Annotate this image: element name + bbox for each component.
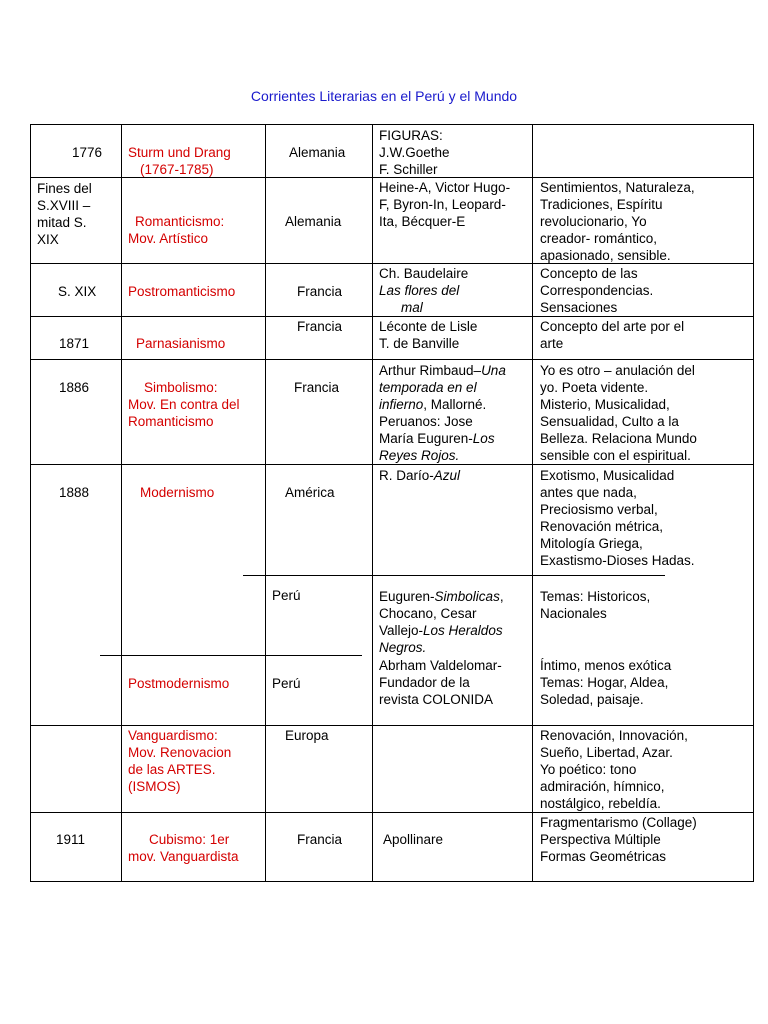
figures-cell: F, Byron-In, Leopard-	[379, 197, 506, 212]
figures-cell: Ch. Baudelaire	[379, 266, 469, 281]
place-cell: Perú	[272, 588, 301, 603]
figures-cell: Peruanos: Jose	[379, 414, 473, 429]
traits-cell: Preciosismo verbal,	[540, 502, 658, 517]
book-title: Los Heraldos	[423, 623, 503, 638]
traits-cell: revolucionario, Yo	[540, 214, 647, 229]
place-cell: Francia	[297, 319, 343, 334]
traits-cell: Sentimientos, Naturaleza,	[540, 180, 695, 195]
place-cell: Alemania	[285, 214, 342, 229]
author-text: , Mallorné.	[423, 397, 487, 412]
row-divider	[30, 359, 754, 360]
traits-cell: Temas: Hogar, Aldea,	[540, 675, 669, 690]
figures-cell	[401, 299, 423, 316]
book-title: Azul	[433, 468, 461, 483]
figures-cell	[379, 467, 460, 484]
book-title: infierno	[379, 397, 424, 412]
traits-cell: Yo poético: tono	[540, 762, 637, 777]
traits-cell: Íntimo, menos exótica	[540, 658, 672, 673]
movement-cell: Romanticismo	[128, 414, 214, 429]
movement-cell: Postmodernismo	[128, 676, 230, 691]
traits-cell: admiración, hímnico,	[540, 779, 665, 794]
movement-cell: Parnasianismo	[136, 336, 226, 351]
figures-cell: J.W.Goethe	[379, 145, 450, 160]
movement-cell: Mov. Renovacion	[128, 745, 232, 760]
figures-cell	[379, 396, 486, 413]
col-divider-3	[372, 124, 373, 882]
author-text: Euguren-	[379, 589, 435, 604]
figures-cell: Chocano, Cesar	[379, 606, 477, 621]
author-text: ,	[499, 589, 504, 604]
book-title: Los	[472, 431, 495, 446]
traits-cell: Mitología Griega,	[540, 536, 643, 551]
book-title: Las flores del	[379, 283, 460, 298]
movement-cell: Sturm und Drang	[128, 145, 231, 160]
figures-cell	[379, 430, 495, 447]
movement-cell: (1767-1785)	[140, 162, 214, 177]
year-cell: 1888	[59, 485, 90, 500]
figures-cell: Heine-A, Victor Hugo-	[379, 180, 511, 195]
row-divider-partial	[243, 575, 665, 576]
traits-cell: Sensaciones	[540, 300, 618, 315]
book-title: Una	[481, 363, 506, 378]
book-title: Reyes Rojos.	[379, 448, 460, 463]
movement-cell: Cubismo: 1er	[149, 832, 230, 847]
place-cell: Francia	[294, 380, 340, 395]
traits-cell: Belleza. Relaciona Mundo	[540, 431, 697, 446]
figures-cell	[379, 622, 503, 639]
traits-cell: nostálgico, rebeldía.	[540, 796, 661, 811]
traits-cell: arte	[540, 336, 564, 351]
year-cell: 1911	[56, 832, 86, 847]
book-title: temporada en el	[379, 380, 477, 395]
row-divider	[30, 812, 754, 813]
place-cell: Perú	[272, 676, 301, 691]
place-cell: Francia	[297, 832, 343, 847]
traits-cell: antes que nada,	[540, 485, 637, 500]
traits-cell: Sensualidad, Culto a la	[540, 414, 679, 429]
col-divider-4	[532, 124, 533, 882]
traits-cell: Formas Geométricas	[540, 849, 667, 864]
traits-cell: Soledad, paisaje.	[540, 692, 644, 707]
figures-cell: revista COLONIDA	[379, 692, 494, 707]
book-title: Negros.	[379, 640, 427, 655]
figures-cell: T. de Banville	[379, 336, 460, 351]
author-text: Vallejo-	[379, 623, 424, 638]
figures-cell: Apollinare	[383, 832, 444, 847]
traits-cell: Misterio, Musicalidad,	[540, 397, 670, 412]
figures-cell: F. Schiller	[379, 162, 438, 177]
year-cell: 1886	[59, 380, 90, 395]
figures-cell	[379, 588, 504, 605]
row-divider-partial	[100, 655, 362, 656]
traits-cell: creador- romántico,	[540, 231, 658, 246]
figures-cell	[379, 379, 477, 396]
traits-cell: Sueño, Libertad, Azar.	[540, 745, 673, 760]
traits-cell: Yo es otro – anulación del	[540, 363, 695, 378]
traits-cell: Fragmentarismo (Collage)	[540, 815, 697, 830]
traits-cell: Tradiciones, Espíritu	[540, 197, 663, 212]
traits-cell: Correspondencias.	[540, 283, 654, 298]
traits-cell: Concepto del arte por el	[540, 319, 685, 334]
year-cell: S. XIX	[58, 284, 97, 299]
figures-cell: Fundador de la	[379, 675, 470, 690]
figures-cell	[379, 639, 426, 656]
traits-cell: Exastismo-Dioses Hadas.	[540, 553, 695, 568]
traits-cell: Concepto de las	[540, 266, 638, 281]
movement-cell: Vanguardismo:	[128, 728, 218, 743]
traits-cell: yo. Poeta vidente.	[540, 380, 649, 395]
place-cell: Francia	[297, 284, 343, 299]
col-divider-2	[265, 124, 266, 882]
year-cell: Fines del	[37, 181, 92, 196]
traits-cell: Nacionales	[540, 606, 607, 621]
figures-cell: Abrham Valdelomar-	[379, 658, 502, 673]
movement-cell: Mov. Artístico	[128, 231, 209, 246]
movement-cell: Modernismo	[140, 485, 215, 500]
row-divider	[30, 464, 754, 465]
traits-cell: Renovación, Innovación,	[540, 728, 688, 743]
year-cell: S.XVIII –	[37, 198, 91, 213]
traits-cell: Perspectiva Múltiple	[540, 832, 661, 847]
movement-cell: Romanticismo:	[135, 214, 225, 229]
traits-cell: sensible con el espiritual.	[540, 448, 691, 463]
traits-cell: Exotismo, Musicalidad	[540, 468, 675, 483]
figures-cell	[379, 362, 506, 379]
figures-cell	[379, 282, 459, 299]
author-text: R. Darío-	[379, 468, 434, 483]
figures-cell: Léconte de Lisle	[379, 319, 478, 334]
movement-cell: de las ARTES.	[128, 762, 216, 777]
movement-cell: mov. Vanguardista	[128, 849, 239, 864]
book-title: Simbolicas	[434, 589, 500, 604]
row-divider	[30, 316, 754, 317]
traits-cell: Temas: Historicos,	[540, 589, 651, 604]
author-text: María Euguren-	[379, 431, 473, 446]
book-title: mal	[401, 300, 423, 315]
year-cell: 1776	[72, 145, 103, 160]
movement-cell: Postromanticismo	[128, 284, 236, 299]
movement-cell: Mov. En contra del	[128, 397, 240, 412]
place-cell: América	[285, 485, 335, 500]
movement-cell: (ISMOS)	[128, 779, 181, 794]
traits-cell: Renovación métrica,	[540, 519, 664, 534]
movement-cell: Simbolismo:	[144, 380, 218, 395]
place-cell: Alemania	[289, 145, 346, 160]
figures-cell: FIGURAS:	[379, 128, 443, 143]
author-text: Arthur Rimbaud–	[379, 363, 482, 378]
traits-cell: apasionado, sensible.	[540, 248, 671, 263]
year-cell: 1871	[59, 336, 90, 351]
figures-cell	[379, 447, 459, 464]
page-title: Corrientes Literarias en el Perú y el Mundo	[250, 88, 518, 104]
place-cell: Europa	[285, 728, 329, 743]
figures-cell: Ita, Bécquer-E	[379, 214, 466, 229]
col-divider-1	[121, 124, 122, 882]
year-cell: XIX	[37, 232, 59, 247]
row-divider	[30, 725, 754, 726]
year-cell: mitad S.	[37, 215, 87, 230]
